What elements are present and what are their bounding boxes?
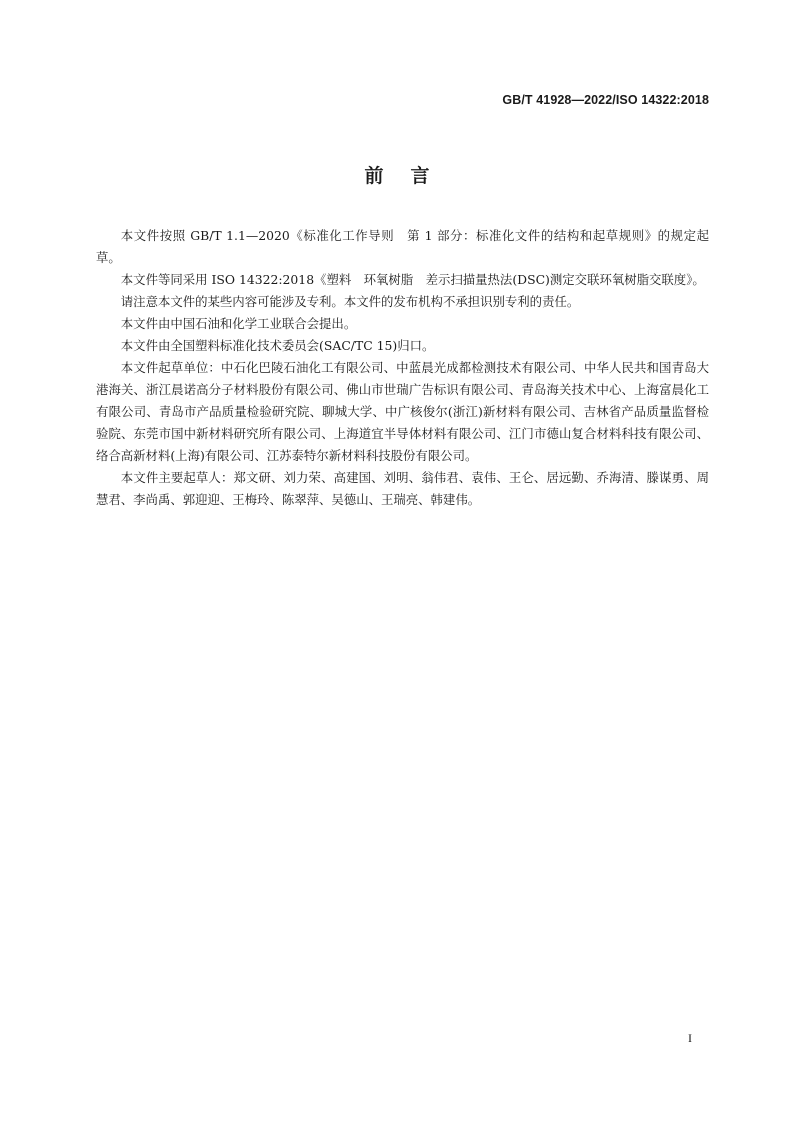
standard-code: GB/T 41928—2022/ISO 14322:2018 — [502, 93, 709, 107]
paragraph-drafters: 本文件主要起草人：郑文研、刘力荣、高建国、刘明、翁伟君、袁伟、王仑、居远勤、乔海清、滕谋勇、周慧君、李尚禹、郭迎迎、王梅玲、陈翠萍、吴德山、王瑞亮、韩建伟。 — [96, 470, 709, 507]
page-title: 前言 — [364, 165, 457, 187]
page-number: I — [688, 1031, 692, 1045]
paragraph-iso-adoption: 本文件等同采用 ISO 14322:2018《塑料 环氧树脂 差示扫描量热法(DSC)测定交联环氧树脂交联度》。 — [120, 272, 705, 287]
foreword-body — [96, 225, 709, 511]
paragraph-committee: 本文件由全国塑料标准化技术委员会(SAC/TC 15)归口。 — [120, 338, 435, 353]
paragraph-proposer: 本文件由中国石油和化学工业联合会提出。 — [120, 316, 357, 331]
paragraph-drafting-rules: 本文件按照 GB/T 1.1—2020《标准化工作导则 第 1 部分：标准化文件的结构和起草规则》的规定起草。 — [96, 228, 709, 265]
paragraph-patent-notice: 请注意本文件的某些内容可能涉及专利。本文件的发布机构不承担识别专利的责任。 — [120, 294, 580, 309]
paragraph-drafting-units: 本文件起草单位：中石化巴陵石油化工有限公司、中蓝晨光成都检测技术有限公司、中华人民共和国青岛大港海关、浙江晨诺高分子材料股份有限公司、佛山市世瑞广告标识有限公司、青岛海关技术中心、上海富晨化工有限公司、青岛市产品质量检验研究院、聊城大学、中广核俊尔(浙江)新材料有限公司、吉林省产品质量监督检验院、东莞市国中新材料研究所有限公司、上海道宜半导体材料有限公司、江门市德山复合材料科技有限公司、络合高新材料(上海)有限公司、江苏泰特尔新材料科技股份有限公司。 — [96, 360, 709, 463]
